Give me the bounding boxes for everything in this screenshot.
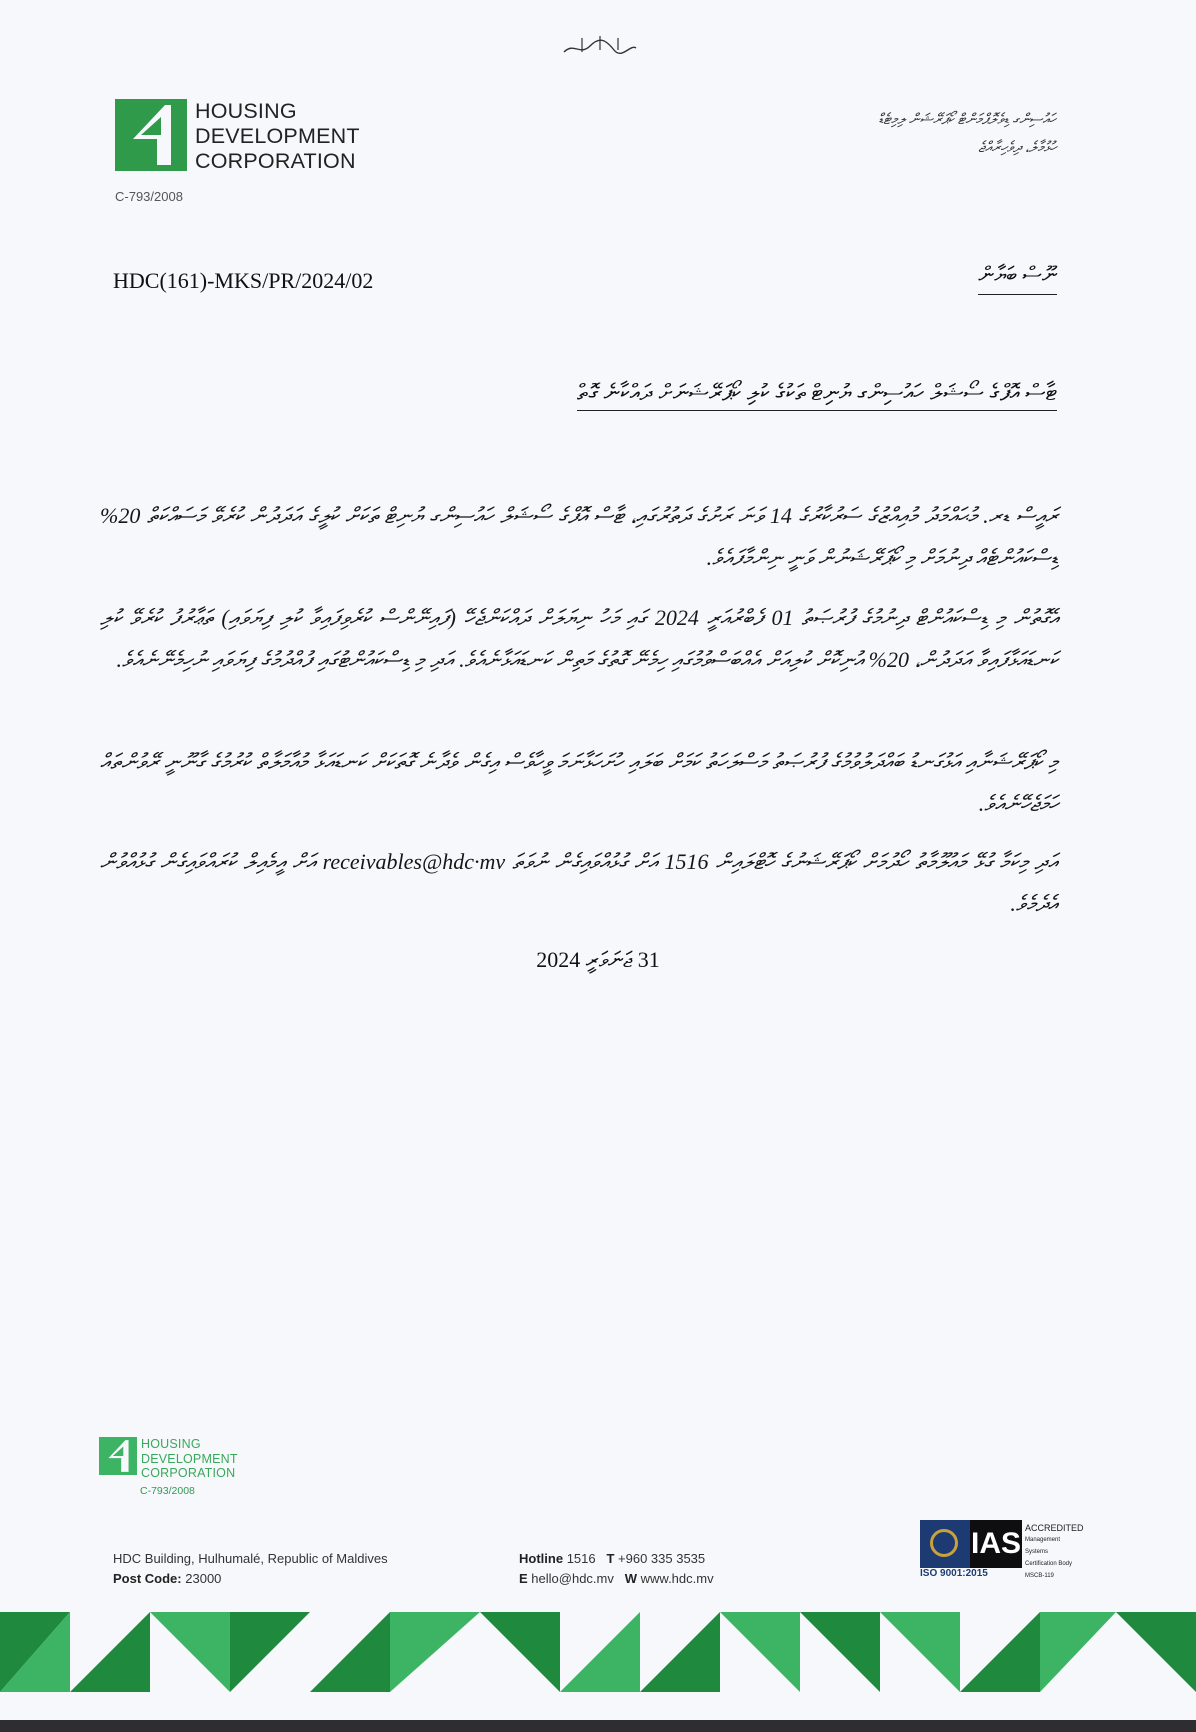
logo-line-1: HOUSING <box>195 99 297 123</box>
bismillah-calligraphy <box>560 30 640 60</box>
email-label: E <box>519 1571 528 1586</box>
footer-address: HDC Building, Hulhumalé, Republic of Maldives <box>113 1551 388 1566</box>
footer-registration: C-793/2008 <box>140 1485 195 1497</box>
logo-line-2: DEVELOPMENT <box>195 124 360 148</box>
footer-web-line <box>519 1569 714 1589</box>
footer-logo-mark-icon <box>99 1437 137 1475</box>
footer-logo <box>99 1437 269 1487</box>
document-date: 31 ޖަނަވަރީ 2024 <box>536 947 660 972</box>
paragraph-3: މި ކޯޕަރޭޝަނާއި އަޅުގަނޑު ބައްދަލުވުމުގެ ފުރުޞަތު މަސްލަހަތު ކަމަށް ބަލައި ހުށަހަޅާނަމަ ވީހާވެސް އިގެން ވެދާނެ ގޮތަކަށް ކަނޑައަޅާ މުއާމަލާތް ކުރުމުގެ ގާނޫނީ ރޭވުންތައް ހަމަޖެހޭނެއެވެ. <box>100 749 1058 816</box>
web-label: W <box>624 1571 637 1586</box>
paragraph-4: އަދި މިކަމާ ގުޅޭ މައުލޫމާތު ހޯދުމަށް ކޯޕަރޭޝަނުގެ ހޮޓްލައިން 1516 އަށް ގުޅުއްވައިގެން ނުވަތަ receivables@hdc·mv އަށް އީމެއިލް ކުރައްވައިގެން ގުޅުއްވުން އެދެމެވެ. <box>100 849 1059 916</box>
letterhead-line-2: ހުޅުމާލެ، ދިވެހިރާއްޖެ <box>978 140 1056 156</box>
footer-logo-wordmark <box>141 1437 238 1481</box>
ias-accreditation-badge <box>920 1520 1084 1579</box>
footer-logo-line-3: CORPORATION <box>141 1466 236 1480</box>
ias-line-1: ACCREDITED <box>1025 1523 1084 1533</box>
paragraph-2: އެގޮތުން މި ޑިސްކައުންޓް ދިނުމުގެ ފުރުޞަތު 01 ފެބްރުއަރީ 2024 ގައި މަހު ނިޔަލަށް ދައްކަންޖެހޭ (ފައިނޭންސް ކުރެވިފައިވާ ކުލި ފިޔަވައި) ތަޢާރުފު ކުރެވޭ ކުލި ކަނޑައަޅާފައިވާ އަދަދުން، 20% އުނިކޮށް ކުލިއަށް އެއްބަސްވުމުގައި ހިމެނޭ ގޮތުގެ މަތިން ކަނޑައަޅާނެއެވެ. އަދި މި ޑިސްކައުންޓުގައި ފުއްދުމުގެ ފިޔަވައި ނުހިމެނޭނެއެވެ. <box>100 605 1058 672</box>
document-title: ޓާސް އޮފްގެ ސޯޝަލް ހައުސިންގ ޔުނިޓް ތަކުގެ ކުލި ކޯޕަރޭޝަނަށް ދައްކާނެ ގޮތް <box>577 380 1057 411</box>
reference-number: HDC(161)-MKS/PR/2024/02 <box>113 268 374 293</box>
ias-seal-icon <box>920 1520 970 1568</box>
hdc-logo-mark-icon <box>115 99 187 171</box>
ias-line-4: MSCB-119 <box>1025 1573 1054 1579</box>
footer-phone-line <box>519 1549 714 1569</box>
scan-bottom-edge <box>0 1720 1196 1732</box>
paragraph-1: ރައީސް ޑރ. މުޙައްމަދު މުއިއްޒުގެ ސަރުކާރުގެ 14 ވަނަ ރަށުގެ ދަތުރުގައި، ޓާސް އޮފްގެ ސޯޝަލް ހައުސިންގ ޔުނިޓް ތަކަށް ކުލީގެ އަދަދުން ކުރެވޭ މަސައްކަތް 20% ޑިސްކައުންޓެއް ދިނުމަށް މި ކޯޕަރޭޝަނުން ވަނީ ނިންމާފައެވެ. <box>100 503 1059 570</box>
ias-mark: IAS <box>970 1520 1022 1568</box>
postcode-label: Post Code: <box>113 1571 182 1586</box>
iso-certification: ISO 9001:2015 <box>920 1568 988 1579</box>
email-value: hello@hdc.mv <box>531 1571 614 1586</box>
footer-logo-line-1: HOUSING <box>141 1437 201 1451</box>
footer-logo-line-2: DEVELOPMENT <box>141 1451 238 1466</box>
letterhead-line-1: ހައުސިންގ ޑިވެލޮޕްމަންޓް ކޯޕަރޭޝަން ލިމިޓެޑް <box>878 112 1056 128</box>
ias-line-2: Management Systems <box>1025 1537 1061 1555</box>
decorative-triangle-band <box>0 1612 1196 1702</box>
ias-accredited-text <box>1025 1523 1084 1581</box>
hdc-logo <box>115 99 385 179</box>
hotline-value: 1516 <box>566 1551 596 1566</box>
footer-contact-block <box>519 1549 714 1589</box>
web-value: www.hdc.mv <box>640 1571 714 1586</box>
tel-value: +960 335 3535 <box>618 1551 706 1566</box>
press-release-label: ނޫސް ބަޔާން <box>978 262 1057 295</box>
hotline-label: Hotline <box>519 1551 564 1566</box>
postcode-value: 23000 <box>185 1571 222 1586</box>
logo-wordmark <box>195 99 360 174</box>
tel-label: T <box>606 1551 615 1566</box>
ias-line-3: Certification Body <box>1025 1561 1073 1567</box>
footer-address-block <box>113 1549 388 1589</box>
footer-postcode-line <box>113 1569 388 1589</box>
letterhead-dhivehi <box>878 106 1056 162</box>
registration-number: C-793/2008 <box>115 189 183 204</box>
logo-line-3: CORPORATION <box>195 149 356 173</box>
